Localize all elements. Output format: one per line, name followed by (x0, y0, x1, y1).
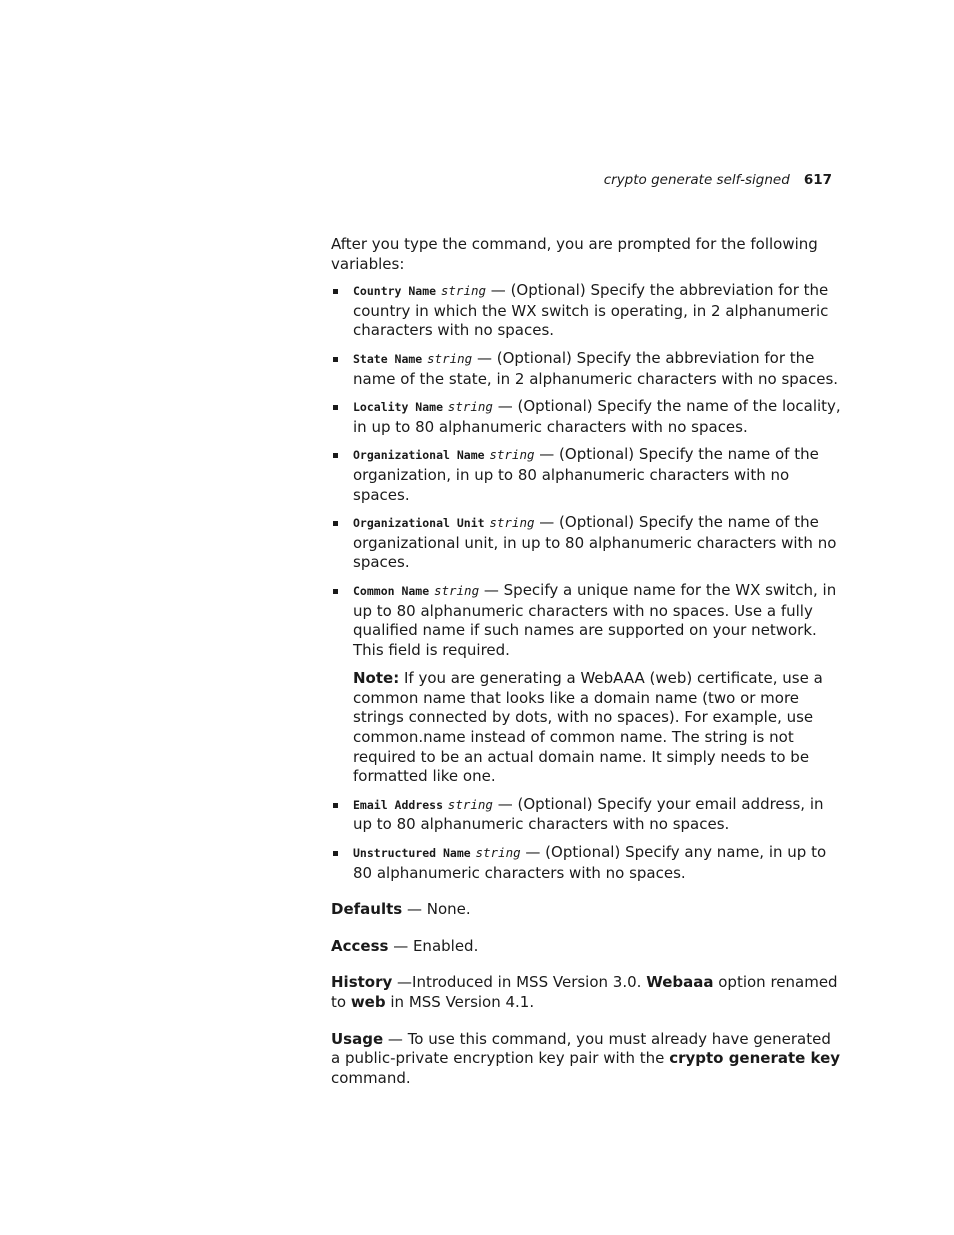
list-item-state-name (331, 349, 843, 389)
intro-paragraph: After you type the command, you are prompted for the following variables: (331, 235, 818, 273)
param: string (433, 582, 480, 598)
history-text: —Introduced in MSS Version 3.0. (392, 973, 647, 992)
param: string (447, 796, 493, 812)
access-label: Access (331, 936, 389, 955)
history-bold-webaaa: Webaaa (646, 973, 714, 992)
description: — Specify a unique name for the WX switch, in up to 80 alphanumeric characters with no spaces. Use a fully qualified name if such names are supported on your network. This field is required. (353, 580, 837, 659)
description: — (Optional) Specify your email address, in up to 80 alphanumeric characters with no spaces. (353, 794, 824, 834)
list-item-common-name (331, 581, 843, 660)
list-item-organizational-name (331, 445, 843, 505)
history-text: in MSS Version 4.1. (385, 993, 535, 1011)
usage-bold-command: crypto generate key (669, 1049, 841, 1068)
note-text: If you are generating a WebAAA (web) certificate, use a common name that looks like a domain name (two or more strings connected by dots, with no spaces). For example, use common.name instead of common name. The string is not required to be an actual domain name. It simply needs to be formatted like one. (353, 669, 823, 786)
param: string (475, 845, 521, 861)
history-paragraph (331, 973, 843, 1012)
keyword: Email Address (353, 797, 444, 812)
keyword: Common Name (353, 583, 430, 598)
keyword: Organizational Unit (353, 516, 485, 531)
defaults-text: — None. (402, 900, 471, 919)
page-number: 617 (803, 172, 832, 188)
param: string (447, 399, 493, 415)
usage-text: command. (331, 1068, 411, 1087)
keyword: Country Name (353, 284, 437, 299)
keyword: Locality Name (353, 400, 444, 415)
description: — (Optional) Specify the abbreviation for the country in which the WX switch is operating, in 2 alphanumeric characters with no spaces. (353, 281, 829, 340)
usage-paragraph (331, 1030, 843, 1089)
keyword: State Name (353, 351, 423, 366)
note-label: Note: (353, 669, 400, 688)
defaults-label: Defaults (331, 900, 403, 919)
keyword: Organizational Name (353, 448, 485, 463)
defaults-paragraph (331, 900, 843, 920)
param: string (489, 515, 535, 531)
running-title: crypto generate self-signed (603, 172, 790, 188)
list-item-organizational-unit (331, 513, 843, 573)
list-item-locality-name (331, 397, 843, 437)
history-bold-web: web (350, 993, 386, 1011)
running-header (604, 171, 832, 189)
usage-label: Usage (331, 1029, 384, 1048)
param: string (489, 447, 535, 463)
note-paragraph (331, 669, 843, 787)
description: — (Optional) Specify the name of the organizational unit, in up to 80 alphanumeric characters with no spaces. (353, 513, 837, 572)
variable-list-continued (331, 795, 843, 883)
description: — (Optional) Specify the abbreviation for the name of the state, in 2 alphanumeric characters with no spaces. (353, 348, 839, 388)
list-item-unstructured-name (331, 843, 843, 883)
param: string (440, 283, 487, 299)
page-body (331, 235, 843, 1088)
keyword: Unstructured Name (353, 846, 471, 861)
usage-text: — To use this command, you must already have generated a public-private encryption key pair with the (331, 1029, 831, 1068)
list-item-country-name (331, 281, 843, 341)
variable-list (331, 281, 843, 660)
history-label: History (331, 973, 393, 992)
description: — (Optional) Specify the name of the locality, in up to 80 alphanumeric characters with no spaces. (353, 397, 841, 436)
param: string (427, 350, 473, 366)
history-text: option renamed to (331, 973, 838, 1011)
description: — (Optional) Specify any name, in up to 80 alphanumeric characters with no spaces. (353, 843, 827, 882)
access-paragraph (331, 937, 843, 957)
list-item-email-address (331, 795, 843, 835)
access-text: — Enabled. (388, 936, 479, 955)
description: — (Optional) Specify the name of the organization, in up to 80 alphanumeric characters with no spaces. (353, 445, 819, 504)
